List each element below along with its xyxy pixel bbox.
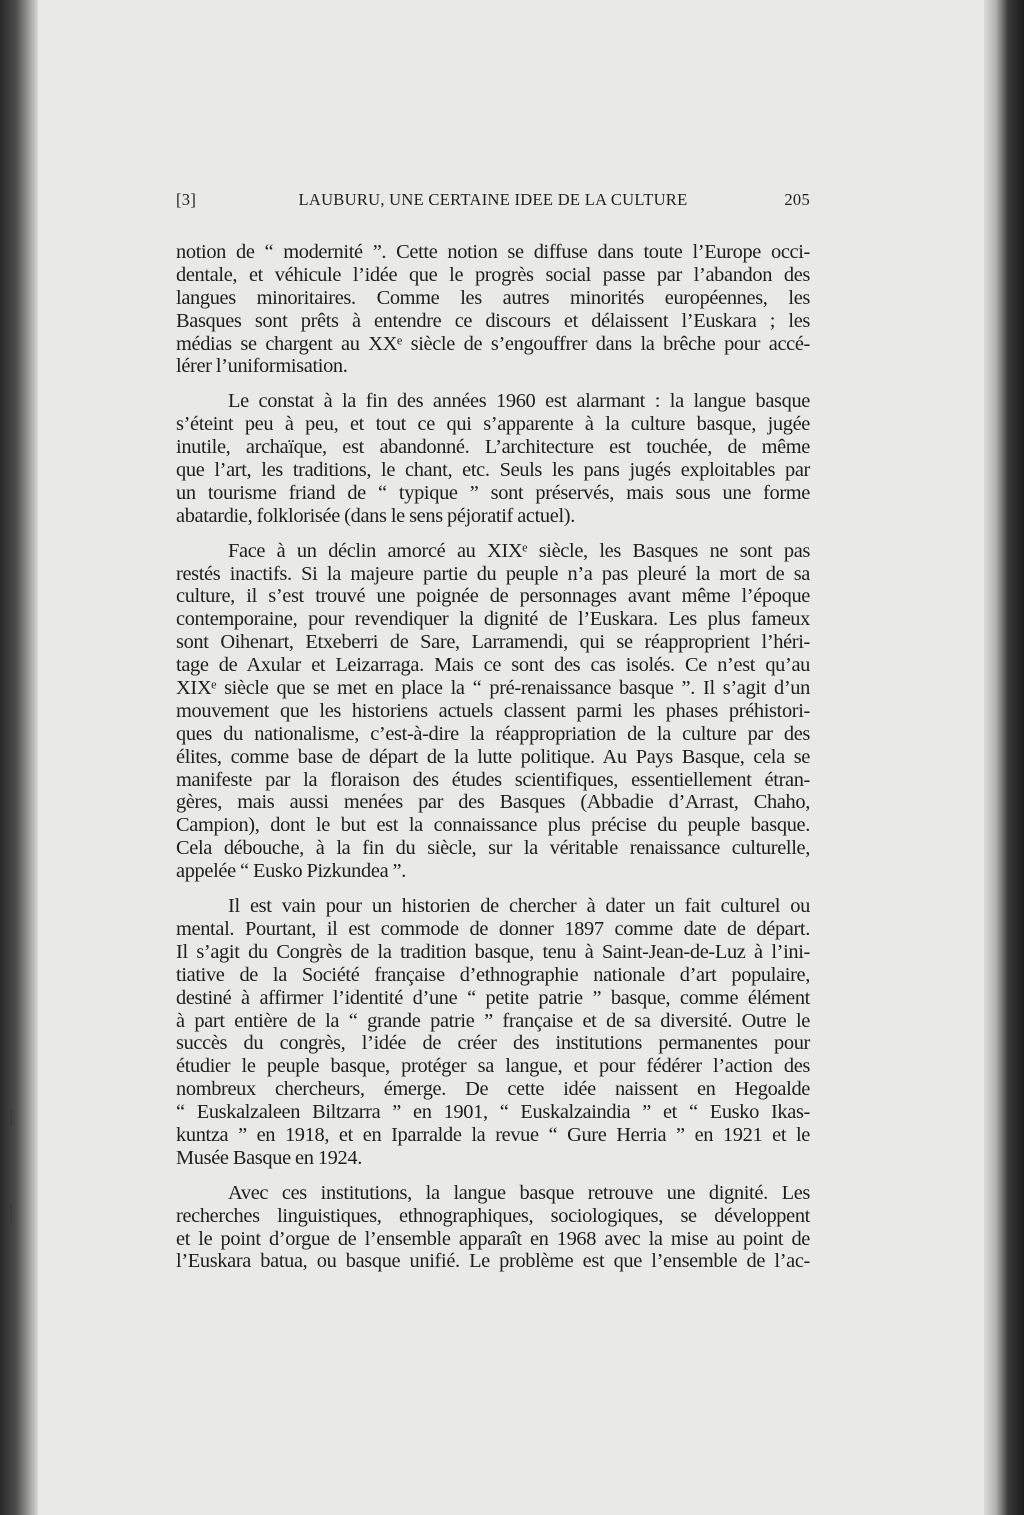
text-line: Musée Basque en 1924. <box>176 1146 362 1169</box>
text-line: lérer l’uniformisation. <box>176 355 348 378</box>
text-line: kuntza ” en 1918, et en Iparralde la revue “ Gure Herria ” en 1921 et le <box>176 1123 810 1146</box>
paragraph <box>176 895 810 1170</box>
scan-mark <box>10 1110 12 1126</box>
text-line: un tourisme friand de “ typique ” sont préservés, mais sous une forme <box>176 481 810 504</box>
text-line: Il est vain pour un historien de chercher à dater un fait culturel ou <box>228 895 810 918</box>
text-line: restés inactifs. Si la majeure partie du peuple n’a pas pleuré la mort de sa <box>176 562 810 585</box>
text-line: Face à un déclin amorcé au XIXᵉ siècle, les Basques ne sont pas <box>228 539 810 562</box>
paragraph <box>176 390 810 527</box>
text-line: médias se chargent au XXᵉ siècle de s’engouffrer dans la brêche pour accé- <box>176 332 810 355</box>
text-line: ques du nationalisme, c’est-à-dire la réappropriation de la culture par des <box>176 722 810 745</box>
text-line: étudier le peuple basque, protéger sa langue, et pour fédérer l’action des <box>176 1055 810 1078</box>
page-number: 205 <box>784 190 810 209</box>
text-line: “ Euskalzaleen Biltzarra ” en 1901, “ Euskalzaindia ” et “ Eusko Ikas- <box>176 1101 810 1124</box>
page-edge-shadow <box>984 0 1024 1515</box>
page-gutter-shadow <box>0 0 38 1515</box>
text-line: l’Euskara batua, ou basque unifié. Le problème est que l’ensemble de l’ac- <box>176 1250 810 1273</box>
text-line: Il s’agit du Congrès de la tradition basque, tenu à Saint-Jean-de-Luz à l’ini- <box>176 940 810 963</box>
text-line: Le constat à la fin des années 1960 est alarmant : la langue basque <box>228 390 810 413</box>
text-line: nombreux chercheurs, émerge. De cette idée naissent en Hegoalde <box>176 1078 810 1101</box>
text-line: à part entière de la “ grande patrie ” française et de sa diversité. Outre le <box>176 1009 810 1032</box>
text-line: dentale, et véhicule l’idée que le progrès social passe par l’abandon des <box>176 263 810 286</box>
text-line: mental. Pourtant, il est commode de donner 1897 comme date de départ. <box>176 917 810 940</box>
text-line: Cela débouche, à la fin du siècle, sur la véritable renaissance culturelle, <box>176 837 810 860</box>
text-line: notion de “ modernité ”. Cette notion se diffuse dans toute l’Europe occi- <box>176 241 810 263</box>
text-line: gères, mais aussi menées par des Basques (Abbadie d’Arrast, Chaho, <box>176 791 810 814</box>
text-line: manifeste par la floraison des études scientifiques, essentiellement étran- <box>176 768 810 791</box>
text-line: Avec ces institutions, la langue basque retrouve une dignité. Les <box>228 1181 810 1204</box>
text-line: appelée “ Eusko Pizkundea ”. <box>176 860 406 883</box>
text-line: s’éteint peu à peu, et tout ce qui s’apparente à la culture basque, jugée <box>176 413 810 436</box>
text-line: mouvement que les historiens actuels classent parmi les phases préhistori- <box>176 699 810 722</box>
text-line: destiné à affirmer l’identité d’une “ petite patrie ” basque, comme élément <box>176 986 810 1009</box>
running-header <box>176 190 810 214</box>
text-line: succès du congrès, l’idée de créer des institutions permanentes pour <box>176 1032 810 1055</box>
paragraph <box>176 1182 810 1274</box>
scan-mark <box>10 1205 12 1223</box>
running-title: LAUBURU, UNE CERTAINE IDEE DE LA CULTURE <box>298 190 688 209</box>
text-line: langues minoritaires. Comme les autres minorités européennes, les <box>176 286 810 309</box>
text-line: tage de Axular et Leizarraga. Mais ce sont des cas isolés. Ce n’est qu’au <box>176 654 810 677</box>
text-line: inutile, archaïque, est abandonné. L’architecture est touchée, de même <box>176 436 810 459</box>
text-line: élites, comme base de départ de la lutte politique. Au Pays Basque, cela se <box>176 745 810 768</box>
paragraph <box>176 241 810 378</box>
text-line: abatardie, folklorisée (dans le sens péjoratif actuel). <box>176 504 575 527</box>
text-line: tiative de la Société française d’ethnographie nationale d’art populaire, <box>176 963 810 986</box>
text-line: que l’art, les traditions, le chant, etc. Seuls les pans jugés exploitables par <box>176 459 810 482</box>
section-number: [3] <box>176 190 197 209</box>
paragraph <box>176 540 810 883</box>
text-line: Basques sont prêts à entendre ce discours et délaissent l’Euskara ; les <box>176 309 810 332</box>
text-line: sont Oihenart, Etxeberri de Sare, Larramendi, qui se réapproprient l’héri- <box>176 631 810 654</box>
text-line: et le point d’orgue de l’ensemble apparaît en 1968 avec la mise au point de <box>176 1227 810 1250</box>
text-line: XIXᵉ siècle que se met en place la “ pré-renaissance basque ”. Il s’agit d’un <box>176 677 810 700</box>
body-text <box>176 241 810 1285</box>
text-line: culture, il s’est trouvé une poignée de personnages avant même l’époque <box>176 585 810 608</box>
text-line: Campion), dont le but est la connaissance plus précise du peuple basque. <box>176 814 810 837</box>
text-line: recherches linguistiques, ethnographiques, sociologiques, se développent <box>176 1204 810 1227</box>
text-line: contemporaine, pour revendiquer la dignité de l’Euskara. Les plus fameux <box>176 608 810 631</box>
